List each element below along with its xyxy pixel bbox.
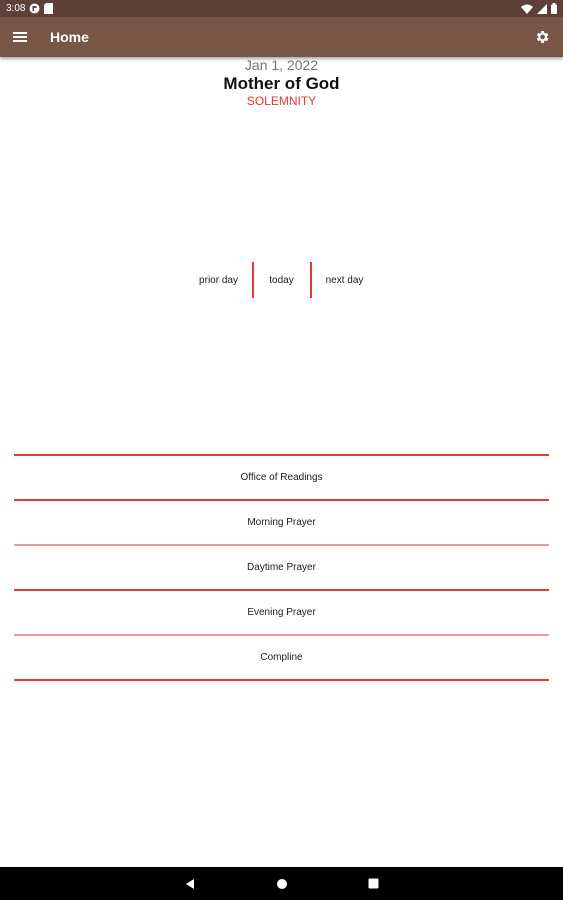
- evening-prayer-button[interactable]: Evening Prayer: [247, 607, 316, 618]
- wifi-icon: [521, 4, 533, 14]
- system-navigation-bar: [0, 867, 563, 900]
- app-bar: [0, 17, 563, 57]
- hours-list: [14, 454, 549, 681]
- status-left: [6, 3, 53, 14]
- signal-icon: [537, 4, 547, 14]
- day-navigation: [0, 262, 563, 298]
- home-button[interactable]: [270, 872, 294, 896]
- rank-label: SOLEMNITY: [246, 94, 317, 108]
- date-label: Jan 1, 2022: [244, 57, 319, 73]
- compline-button[interactable]: Compline: [260, 652, 303, 663]
- battery-icon: [551, 3, 557, 14]
- sim-icon: [44, 3, 53, 14]
- next-day-button[interactable]: next day: [325, 274, 364, 286]
- status-bar: [0, 0, 563, 17]
- settings-button[interactable]: [527, 22, 557, 52]
- back-button[interactable]: [178, 872, 202, 896]
- feast-title: Mother of God: [223, 74, 340, 93]
- back-icon: [184, 878, 196, 890]
- menu-button[interactable]: [0, 17, 40, 57]
- status-right: [521, 3, 557, 14]
- app-title: Home: [50, 29, 89, 45]
- day-header: [0, 57, 563, 109]
- gear-icon: [534, 29, 550, 45]
- home-icon: [276, 878, 288, 890]
- daytime-prayer-button[interactable]: Daytime Prayer: [247, 562, 316, 573]
- status-time: 3:08: [6, 3, 26, 14]
- recents-button[interactable]: [362, 872, 386, 896]
- notification-icon: [29, 3, 40, 14]
- prior-day-button[interactable]: prior day: [199, 274, 238, 286]
- morning-prayer-button[interactable]: Morning Prayer: [247, 517, 316, 528]
- list-divider: [14, 679, 549, 681]
- hamburger-menu-icon: [12, 31, 28, 43]
- today-button[interactable]: today: [269, 274, 294, 286]
- recents-icon: [368, 878, 379, 889]
- office-of-readings-button[interactable]: Office of Readings: [240, 472, 323, 483]
